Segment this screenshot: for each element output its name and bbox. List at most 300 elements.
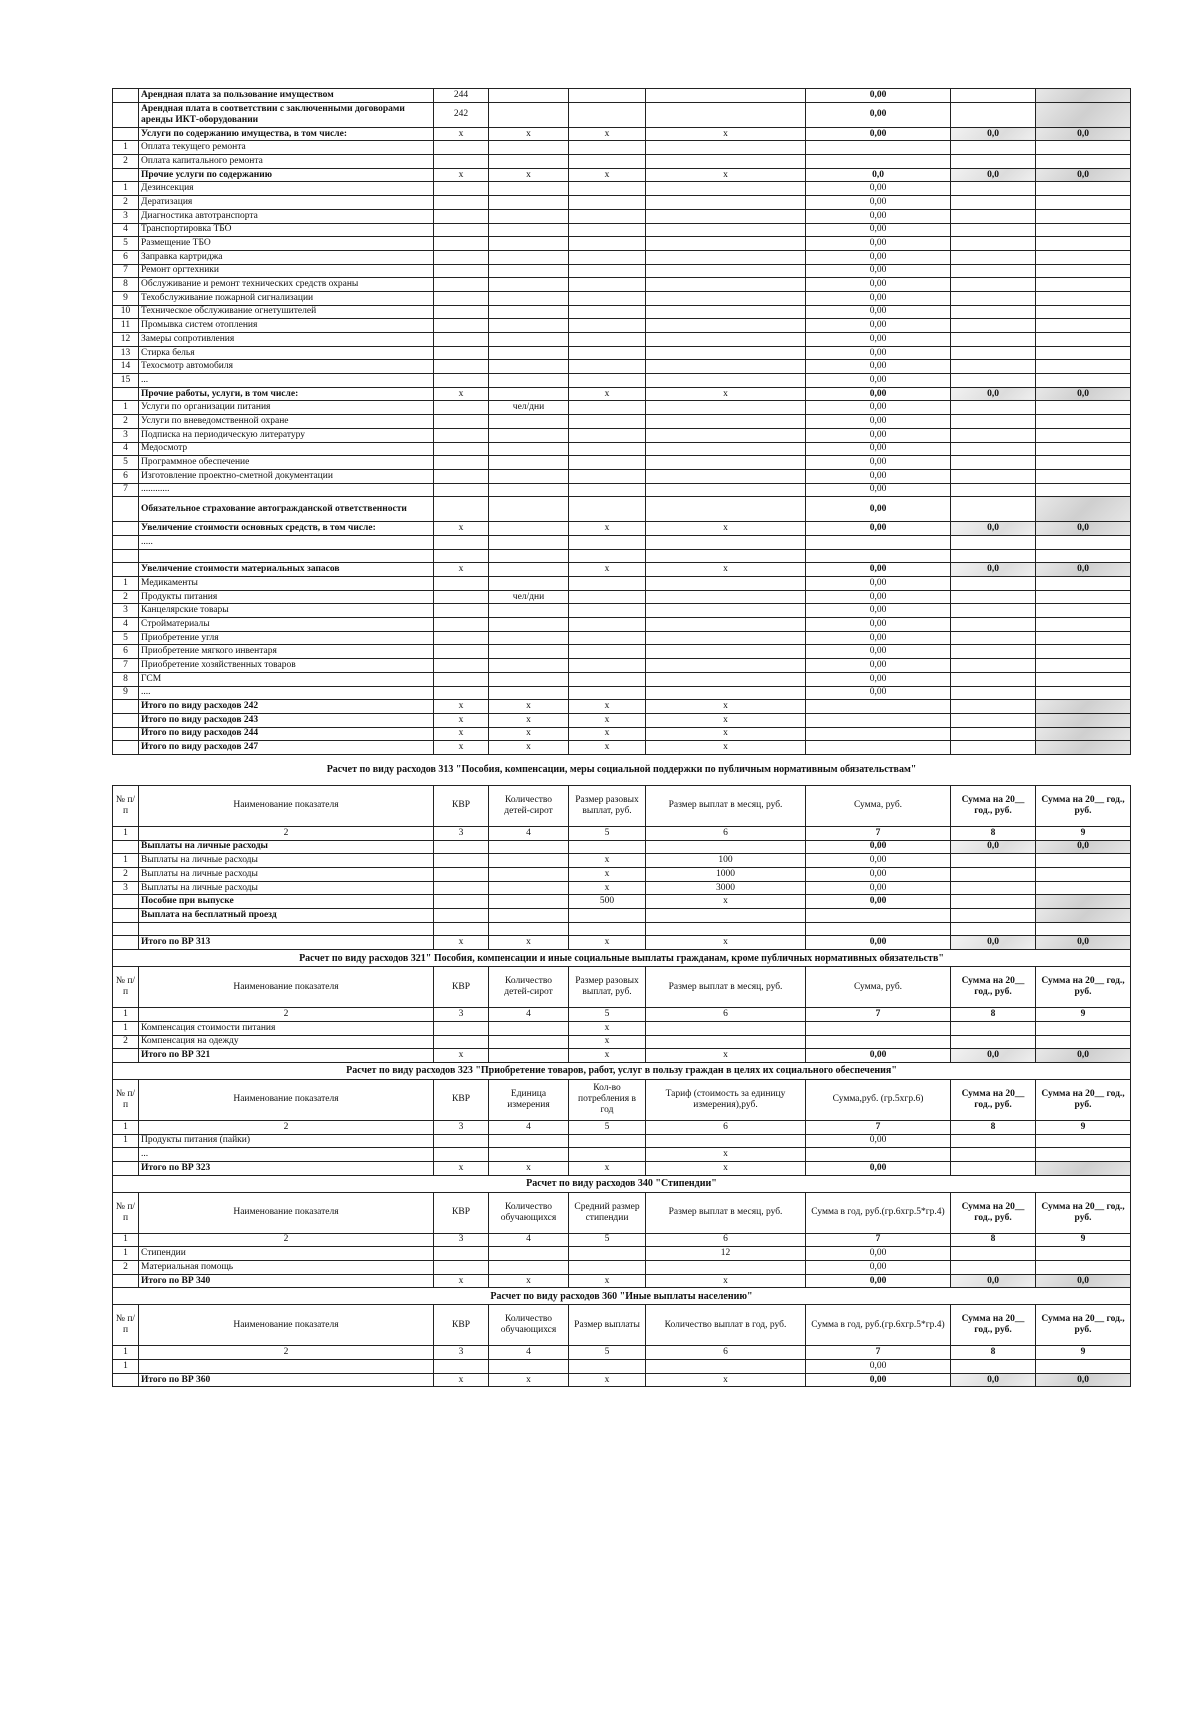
cell-name: Итого по виду расходов 244 — [139, 727, 434, 741]
column-number-row — [113, 1346, 1131, 1360]
cell-s9 — [1036, 686, 1131, 700]
cell-sum: 0,00 — [806, 672, 951, 686]
cell-name: Компенсация на одежду — [139, 1035, 434, 1049]
table-row — [113, 401, 1131, 415]
cell-name: Компенсация стоимости питания — [139, 1021, 434, 1035]
table-row — [113, 387, 1131, 401]
cell-n: 15 — [113, 374, 139, 388]
cell-s9 — [1036, 577, 1131, 591]
document-page — [112, 88, 1130, 1387]
cell-c4 — [489, 319, 569, 333]
column-number: 8 — [951, 1120, 1036, 1134]
table-row — [113, 741, 1131, 755]
cell-c6: 1000 — [646, 868, 806, 882]
cell-c6 — [646, 196, 806, 210]
cell-sum: 0,00 — [806, 936, 951, 950]
cell-s8: 0,0 — [951, 1274, 1036, 1288]
cell-s9 — [1036, 631, 1131, 645]
cell-sum: 0,00 — [806, 590, 951, 604]
table-row — [113, 1373, 1131, 1387]
cell-c5 — [569, 1360, 646, 1374]
cell-n: 2 — [113, 196, 139, 210]
cell-s9: 0,0 — [1036, 522, 1131, 536]
cell-kvr: x — [434, 168, 489, 182]
cell-n: 4 — [113, 442, 139, 456]
cell-sum — [806, 727, 951, 741]
cell-name: Обслуживание и ремонт технических средств охраны — [139, 278, 434, 292]
cell-sum: 0,00 — [806, 1247, 951, 1261]
cell-kvr: 242 — [434, 102, 489, 127]
cell-name: Медосмотр — [139, 442, 434, 456]
column-number: 4 — [489, 1346, 569, 1360]
cell-kvr — [434, 401, 489, 415]
column-header: Сумма на 20__ год., руб. — [1036, 1305, 1131, 1346]
cell-n — [113, 89, 139, 103]
cell-n — [113, 522, 139, 536]
cell-c4 — [489, 563, 569, 577]
cell-s9: 0,0 — [1036, 936, 1131, 950]
table-row — [113, 415, 1131, 429]
cell-c5 — [569, 645, 646, 659]
column-header: Сумма на 20__ год., руб. — [1036, 967, 1131, 1008]
table-row — [113, 319, 1131, 333]
cell-name: Подписка на периодическую литературу — [139, 428, 434, 442]
column-header: Сумма на 20__ год., руб. — [1036, 1079, 1131, 1120]
cell-c6: x — [646, 713, 806, 727]
table-row — [113, 497, 1131, 522]
cell-s8 — [951, 672, 1036, 686]
cell-s9 — [1036, 428, 1131, 442]
column-number: 4 — [489, 826, 569, 840]
cell-s8 — [951, 456, 1036, 470]
cell-n — [113, 727, 139, 741]
cell-kvr: x — [434, 127, 489, 141]
column-number: 9 — [1036, 1233, 1131, 1247]
cell-sum: 0,00 — [806, 223, 951, 237]
column-number: 5 — [569, 826, 646, 840]
cell-sum — [806, 549, 951, 563]
cell-s8: 0,0 — [951, 840, 1036, 854]
cell-c4 — [489, 1261, 569, 1275]
cell-n: 10 — [113, 305, 139, 319]
cell-kvr — [434, 686, 489, 700]
cell-name: ..... — [139, 535, 434, 549]
cell-c4 — [489, 360, 569, 374]
section-title: Расчет по виду расходов 360 "Иные выплаты населению" — [113, 1288, 1131, 1305]
cell-c5 — [569, 604, 646, 618]
column-number: 1 — [113, 1008, 139, 1022]
cell-name: Техническое обслуживание огнетушителей — [139, 305, 434, 319]
table-row — [113, 1274, 1131, 1288]
column-number: 7 — [806, 1346, 951, 1360]
cell-s8 — [951, 155, 1036, 169]
cell-c6 — [646, 497, 806, 522]
cell-s8 — [951, 1021, 1036, 1035]
cell-s9: 0,0 — [1036, 1049, 1131, 1063]
cell-sum: 0,00 — [806, 563, 951, 577]
table-row — [113, 936, 1131, 950]
cell-c6 — [646, 223, 806, 237]
cell-c4: x — [489, 741, 569, 755]
cell-c6 — [646, 686, 806, 700]
column-header: Средний размер стипендии — [569, 1192, 646, 1233]
table-row — [113, 360, 1131, 374]
cell-sum: 0,00 — [806, 1161, 951, 1175]
column-number: 9 — [1036, 1008, 1131, 1022]
cell-kvr: x — [434, 936, 489, 950]
column-number: 1 — [113, 1120, 139, 1134]
cell-c6: x — [646, 1373, 806, 1387]
cell-c5 — [569, 686, 646, 700]
cell-kvr: 244 — [434, 89, 489, 103]
cell-name: Канцелярские товары — [139, 604, 434, 618]
cell-s8 — [951, 89, 1036, 103]
cell-c4 — [489, 549, 569, 563]
cell-name: Продукты питания — [139, 590, 434, 604]
cell-c6 — [646, 319, 806, 333]
column-header: Размер выплат в месяц, руб. — [646, 1192, 806, 1233]
cell-s9 — [1036, 741, 1131, 755]
cell-s8 — [951, 346, 1036, 360]
cell-s8 — [951, 102, 1036, 127]
cell-sum: 0,00 — [806, 333, 951, 347]
cell-kvr — [434, 868, 489, 882]
cell-kvr — [434, 1261, 489, 1275]
cell-kvr — [434, 291, 489, 305]
column-header: № п/п — [113, 1192, 139, 1233]
cell-kvr — [434, 604, 489, 618]
cell-kvr — [434, 141, 489, 155]
column-header: Тариф (стоимость за единицу измерения),руб. — [646, 1079, 806, 1120]
cell-c5 — [569, 89, 646, 103]
cell-n: 4 — [113, 223, 139, 237]
cell-c6 — [646, 155, 806, 169]
cell-name: Итого по ВР 321 — [139, 1049, 434, 1063]
column-number: 3 — [434, 1233, 489, 1247]
cell-s8: 0,0 — [951, 522, 1036, 536]
table-row — [113, 442, 1131, 456]
cell-sum: 0,00 — [806, 250, 951, 264]
cell-c6 — [646, 469, 806, 483]
cell-s8 — [951, 415, 1036, 429]
table-row — [113, 182, 1131, 196]
cell-c6 — [646, 659, 806, 673]
cell-c5: x — [569, 868, 646, 882]
cell-s8 — [951, 278, 1036, 292]
column-number: 6 — [646, 1233, 806, 1247]
column-number: 6 — [646, 1008, 806, 1022]
column-number: 7 — [806, 1233, 951, 1247]
cell-c4 — [489, 922, 569, 936]
table-row — [113, 469, 1131, 483]
cell-c4 — [489, 387, 569, 401]
cell-sum — [806, 535, 951, 549]
cell-kvr — [434, 264, 489, 278]
cell-n: 5 — [113, 237, 139, 251]
cell-kvr — [434, 1360, 489, 1374]
cell-n: 1 — [113, 1247, 139, 1261]
cell-s9 — [1036, 374, 1131, 388]
cell-c5: x — [569, 387, 646, 401]
cell-c4 — [489, 535, 569, 549]
cell-name: Дератизация — [139, 196, 434, 210]
column-header: Количество детей-сирот — [489, 967, 569, 1008]
cell-c5 — [569, 209, 646, 223]
cell-sum: 0,00 — [806, 456, 951, 470]
cell-s9 — [1036, 922, 1131, 936]
cell-c6 — [646, 1134, 806, 1148]
column-number: 6 — [646, 826, 806, 840]
cell-n: 6 — [113, 469, 139, 483]
cell-kvr — [434, 237, 489, 251]
cell-c5 — [569, 401, 646, 415]
cell-c4 — [489, 868, 569, 882]
cell-s8 — [951, 291, 1036, 305]
cell-n: 5 — [113, 456, 139, 470]
cell-n: 9 — [113, 291, 139, 305]
cell-c4 — [489, 456, 569, 470]
cell-c5: x — [569, 1049, 646, 1063]
column-number: 7 — [806, 826, 951, 840]
table-row — [113, 1261, 1131, 1275]
cell-name: Выплата на бесплатный проезд — [139, 909, 434, 923]
cell-c5 — [569, 1261, 646, 1275]
cell-c5 — [569, 428, 646, 442]
cell-s9 — [1036, 909, 1131, 923]
cell-s9 — [1036, 895, 1131, 909]
cell-name: Услуги по организации питания — [139, 401, 434, 415]
cell-sum: 0,00 — [806, 483, 951, 497]
cell-s9 — [1036, 291, 1131, 305]
column-header: Наименование показателя — [139, 1305, 434, 1346]
cell-name: Итого по ВР 360 — [139, 1373, 434, 1387]
cell-s8: 0,0 — [951, 168, 1036, 182]
table-row — [113, 895, 1131, 909]
cell-kvr — [434, 278, 489, 292]
cell-c6 — [646, 1360, 806, 1374]
cell-c5 — [569, 250, 646, 264]
cell-c5 — [569, 618, 646, 632]
cell-name: Выплаты на личные расходы — [139, 840, 434, 854]
table-row — [113, 631, 1131, 645]
cell-sum: 0,00 — [806, 89, 951, 103]
cell-sum — [806, 713, 951, 727]
table-row — [113, 305, 1131, 319]
cell-n: 9 — [113, 686, 139, 700]
cell-c5 — [569, 909, 646, 923]
cell-s9: 0,0 — [1036, 127, 1131, 141]
cell-c5 — [569, 278, 646, 292]
column-header: Сумма на 20__ год., руб. — [951, 967, 1036, 1008]
cell-n — [113, 535, 139, 549]
cell-c5: x — [569, 168, 646, 182]
table-row — [113, 727, 1131, 741]
table-row — [113, 672, 1131, 686]
cell-kvr — [434, 469, 489, 483]
cell-sum: 0,00 — [806, 319, 951, 333]
cell-c6 — [646, 456, 806, 470]
header-row — [113, 1192, 1131, 1233]
cell-s9 — [1036, 1360, 1131, 1374]
cell-kvr — [434, 590, 489, 604]
cell-c5: x — [569, 1021, 646, 1035]
cell-name: .... — [139, 686, 434, 700]
cell-s9 — [1036, 1161, 1131, 1175]
cell-n — [113, 700, 139, 714]
column-header: № п/п — [113, 1079, 139, 1120]
column-header: Наименование показателя — [139, 1079, 434, 1120]
section-title-row — [113, 1062, 1131, 1079]
cell-c5: x — [569, 522, 646, 536]
cell-sum: 0,00 — [806, 522, 951, 536]
cell-sum: 0,00 — [806, 374, 951, 388]
cell-c6 — [646, 549, 806, 563]
cell-c5 — [569, 1134, 646, 1148]
cell-c5 — [569, 456, 646, 470]
cell-name: Оплата текущего ремонта — [139, 141, 434, 155]
cell-s9 — [1036, 250, 1131, 264]
cell-kvr — [434, 305, 489, 319]
cell-c6 — [646, 89, 806, 103]
table-row — [113, 1360, 1131, 1374]
cell-s9 — [1036, 1261, 1131, 1275]
cell-sum: 0,00 — [806, 360, 951, 374]
cell-c5: x — [569, 127, 646, 141]
cell-s8 — [951, 895, 1036, 909]
table-row — [113, 854, 1131, 868]
cell-s8 — [951, 631, 1036, 645]
cell-kvr — [434, 1247, 489, 1261]
header-row — [113, 967, 1131, 1008]
cell-n — [113, 713, 139, 727]
cell-sum — [806, 909, 951, 923]
cell-sum: 0,00 — [806, 305, 951, 319]
cell-c4 — [489, 469, 569, 483]
cell-kvr: x — [434, 1373, 489, 1387]
cell-c5: x — [569, 1274, 646, 1288]
cell-c6 — [646, 141, 806, 155]
column-number: 2 — [139, 1120, 434, 1134]
cell-s9: 0,0 — [1036, 168, 1131, 182]
column-header: Сумма на 20__ год., руб. — [951, 1305, 1036, 1346]
cell-sum: 0,00 — [806, 442, 951, 456]
cell-sum: 0,00 — [806, 102, 951, 127]
column-header: Сумма, руб. — [806, 785, 951, 826]
column-number: 5 — [569, 1008, 646, 1022]
column-header: Единица измерения — [489, 1079, 569, 1120]
cell-c4 — [489, 415, 569, 429]
cell-name: Диагностика автотранспорта — [139, 209, 434, 223]
cell-n: 3 — [113, 209, 139, 223]
cell-c5: 500 — [569, 895, 646, 909]
cell-kvr — [434, 333, 489, 347]
cell-s8 — [951, 1360, 1036, 1374]
cell-n — [113, 168, 139, 182]
cell-c4 — [489, 909, 569, 923]
cell-s8 — [951, 182, 1036, 196]
cell-s8 — [951, 1148, 1036, 1162]
cell-c6: x — [646, 387, 806, 401]
cell-sum: 0,00 — [806, 686, 951, 700]
cell-s8 — [951, 305, 1036, 319]
cell-c6 — [646, 442, 806, 456]
cell-c4 — [489, 672, 569, 686]
cell-c6 — [646, 535, 806, 549]
column-number: 9 — [1036, 1120, 1131, 1134]
cell-name: Приобретение угля — [139, 631, 434, 645]
column-header: Размер разовых выплат, руб. — [569, 967, 646, 1008]
cell-sum: 0,00 — [806, 1360, 951, 1374]
cell-s9: 0,0 — [1036, 840, 1131, 854]
cell-c5 — [569, 672, 646, 686]
cell-s8 — [951, 1134, 1036, 1148]
column-header: № п/п — [113, 967, 139, 1008]
table-row — [113, 549, 1131, 563]
cell-c6 — [646, 922, 806, 936]
cell-sum: 0,00 — [806, 196, 951, 210]
cell-c5 — [569, 442, 646, 456]
cell-sum: 0,0 — [806, 168, 951, 182]
cell-c5: x — [569, 1373, 646, 1387]
cell-sum — [806, 155, 951, 169]
cell-c4: чел/дни — [489, 590, 569, 604]
cell-s9 — [1036, 604, 1131, 618]
cell-c4 — [489, 1360, 569, 1374]
cell-n: 8 — [113, 278, 139, 292]
cell-s8: 0,0 — [951, 387, 1036, 401]
cell-c4 — [489, 1035, 569, 1049]
cell-c6: x — [646, 741, 806, 755]
cell-name: Размещение ТБО — [139, 237, 434, 251]
column-number: 5 — [569, 1120, 646, 1134]
cell-c6 — [646, 346, 806, 360]
cell-name: Услуги по содержанию имущества, в том числе: — [139, 127, 434, 141]
cell-kvr — [434, 1035, 489, 1049]
cell-name: Арендная плата за пользование имуществом — [139, 89, 434, 103]
cell-name: Выплаты на личные расходы — [139, 868, 434, 882]
table-row — [113, 333, 1131, 347]
cell-c5 — [569, 223, 646, 237]
table-row — [113, 1021, 1131, 1035]
cell-name: Стирка белья — [139, 346, 434, 360]
cell-n: 2 — [113, 415, 139, 429]
column-header: Сумма на 20__ год., руб. — [951, 1079, 1036, 1120]
cell-c6 — [646, 333, 806, 347]
cell-kvr — [434, 428, 489, 442]
cell-c5: x — [569, 727, 646, 741]
cell-c6 — [646, 645, 806, 659]
column-header: Сумма в год, руб.(гр.6хгр.5*гр.4) — [806, 1305, 951, 1346]
cell-s8: 0,0 — [951, 127, 1036, 141]
cell-kvr — [434, 672, 489, 686]
cell-s8 — [951, 604, 1036, 618]
cell-c4: x — [489, 1274, 569, 1288]
cell-s8: 0,0 — [951, 936, 1036, 950]
column-header: Сумма на 20__ год., руб. — [951, 785, 1036, 826]
cell-kvr — [434, 497, 489, 522]
cell-s9: 0,0 — [1036, 1373, 1131, 1387]
table-row — [113, 1247, 1131, 1261]
cell-s9 — [1036, 1247, 1131, 1261]
cell-c4 — [489, 305, 569, 319]
cell-n: 1 — [113, 182, 139, 196]
cell-c5: x — [569, 563, 646, 577]
cell-sum: 0,00 — [806, 618, 951, 632]
cell-c6: x — [646, 563, 806, 577]
cell-sum: 0,00 — [806, 1134, 951, 1148]
cell-n: 2 — [113, 590, 139, 604]
cell-c5 — [569, 196, 646, 210]
